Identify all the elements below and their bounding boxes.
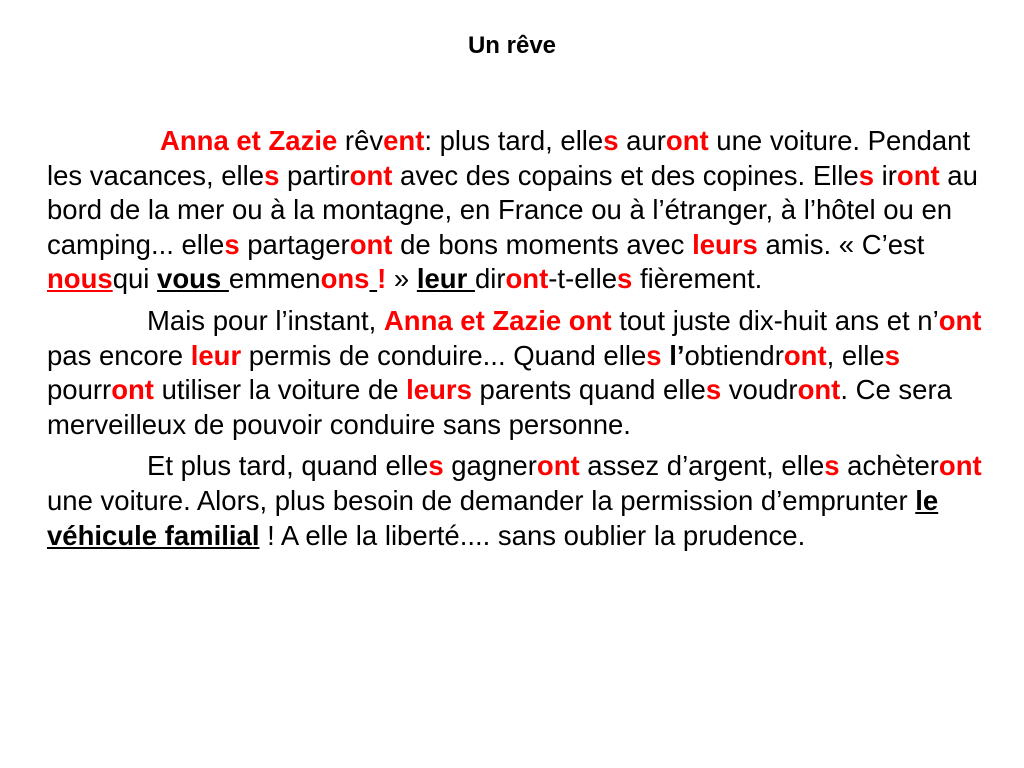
slide-body: [47, 124, 982, 560]
text-run: partir: [279, 159, 350, 191]
highlighted-text: s: [646, 339, 662, 371]
highlighted-text: leur: [190, 339, 242, 371]
text-run: amis. « C’est: [757, 228, 925, 260]
text-run: permis de conduire... Quand elle: [241, 339, 647, 371]
highlighted-text: s: [224, 228, 240, 260]
paragraph-2: [47, 304, 982, 442]
text-run: gagner: [443, 450, 537, 482]
highlighted-text: s: [705, 374, 722, 406]
highlighted-text: ont: [349, 159, 393, 191]
text-run: : plus tard, elle: [424, 125, 604, 156]
highlighted-text: s: [603, 125, 619, 156]
text-run: dir: [474, 263, 506, 295]
highlighted-text: ont: [111, 374, 154, 406]
highlighted-text: nous: [47, 263, 113, 295]
highlighted-text: s: [824, 450, 840, 482]
text-run: emmen: [228, 263, 321, 295]
highlighted-text: s: [617, 263, 633, 295]
highlighted-text: ont: [797, 374, 841, 406]
highlighted-text: ont: [665, 125, 709, 156]
highlighted-text: ons: [320, 263, 370, 295]
highlighted-text: s: [428, 450, 444, 482]
text-run: -t-elle: [548, 263, 618, 295]
highlighted-text: leurs: [406, 374, 472, 406]
text-run: Mais pour l’instant,: [147, 304, 384, 336]
text-run: vous: [157, 263, 229, 295]
text-run: »: [386, 263, 417, 295]
text-run: assez d’argent, elle: [579, 450, 825, 482]
text-run: ir: [873, 159, 897, 191]
text-run: Et plus tard, quand elle: [147, 450, 429, 482]
text-run: [369, 263, 377, 294]
text-run: utiliser la voiture de: [153, 374, 407, 406]
highlighted-text: !: [377, 263, 387, 295]
text-run: obtiendr: [684, 339, 784, 371]
highlighted-text: Anna et Zazie ont: [383, 304, 612, 336]
paragraph-3: [47, 449, 982, 553]
text-run: pourr: [47, 374, 112, 406]
text-run: une voiture. Pendant les vacances, elle: [47, 125, 971, 191]
paragraph-1: [47, 124, 982, 297]
highlighted-text: leurs: [692, 228, 758, 260]
text-run: achèter: [839, 450, 939, 482]
text-run: rêv: [337, 125, 384, 156]
highlighted-text: ont: [938, 304, 982, 336]
text-run: de bons moments avec: [392, 228, 693, 260]
highlighted-text: Anna et Zazie: [160, 125, 338, 156]
highlighted-text: ont: [896, 159, 940, 191]
text-run: partager: [239, 228, 350, 260]
text-run: , elle: [826, 339, 885, 371]
text-run: l’: [669, 339, 685, 371]
text-run: le véhicule familial: [47, 484, 939, 551]
text-run: avec des copains et des copines. Elle: [392, 159, 859, 191]
highlighted-text: ont: [536, 450, 580, 482]
text-run: leur: [416, 263, 475, 295]
text-run: qui: [112, 263, 158, 295]
highlighted-text: ont: [349, 228, 393, 260]
highlighted-text: ont: [783, 339, 827, 371]
text-run: fièrement.: [632, 263, 763, 295]
text-run: . Ce sera merveilleux de pouvoir conduire sans personne.: [47, 374, 952, 440]
text-run: voudr: [721, 374, 798, 406]
slide-title: Un rêve: [467, 32, 557, 59]
highlighted-text: s: [858, 159, 874, 191]
text-run: aur: [618, 125, 666, 156]
highlighted-text: ent: [383, 125, 425, 156]
highlighted-text: s: [264, 159, 280, 191]
highlighted-text: ont: [505, 263, 549, 295]
text-run: parents quand elle: [471, 374, 706, 406]
highlighted-text: s: [884, 339, 901, 371]
text-run: ! A elle la liberté.... sans oublier la prudence.: [259, 519, 806, 551]
text-run: au bord de la mer ou à la montagne, en France ou à l’étranger, à l’hôtel ou en camping... elle: [47, 159, 978, 260]
text-run: tout juste dix-huit ans et n’: [611, 304, 939, 336]
text-run: pas encore: [47, 339, 191, 371]
highlighted-text: ont: [938, 450, 982, 482]
text-run: une voiture. Alors, plus besoin de demander la permission d’emprunter: [47, 484, 916, 516]
